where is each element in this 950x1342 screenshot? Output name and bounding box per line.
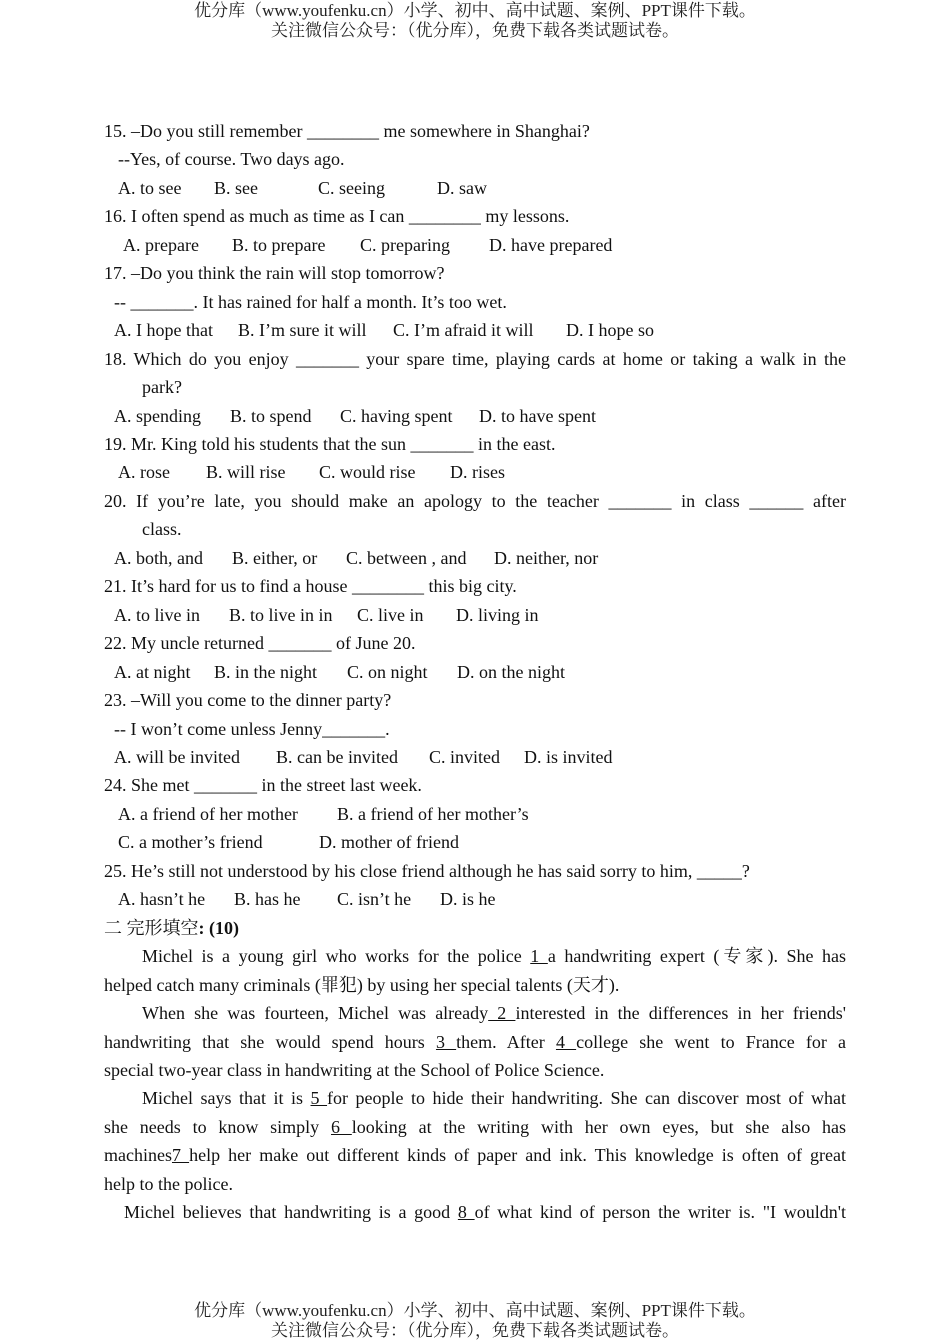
option-b: B. in the night <box>214 661 317 682</box>
option-a: A. at night <box>114 661 191 682</box>
option-d: D. is invited <box>524 746 613 767</box>
question-15-stem: 15. –Do you still remember ________ me somewhere in Shanghai? <box>104 121 590 141</box>
question-24-options-row2 <box>104 828 846 856</box>
question-18-stem-cont: park? <box>142 377 182 398</box>
option-a: A. prepare <box>123 234 199 255</box>
blank-5: 5 <box>310 1088 328 1109</box>
question-23-options <box>104 743 846 771</box>
question-18-stem: 18. Which do you enjoy _______ your spare time, playing cards at home or taking a walk in the <box>104 348 846 369</box>
option-a: A. will be invited <box>114 746 240 767</box>
option-c: C. having spent <box>340 405 453 426</box>
question-20-options <box>104 544 846 572</box>
question-24-stem: 24. She met _______ in the street last week. <box>104 775 422 796</box>
option-b: B. to live in in <box>229 604 333 625</box>
passage-text: for people to hide their handwriting. She can discover most of what <box>327 1088 847 1109</box>
question-15-options <box>104 174 846 202</box>
section-2-title <box>104 914 846 942</box>
question-20-stem: 20. If you’re late, you should make an apology to the teacher _______ in class ______ after <box>104 490 846 511</box>
passage-p4-line1 <box>104 1198 846 1226</box>
passage-text: looking at the writing with her own eyes, but she also has <box>351 1116 847 1137</box>
page-footer <box>0 1301 950 1341</box>
header-line-1: 优分库（www.youfenku.cn）小学、初中、高中试题、案例、PPT课件下载。 <box>194 1 756 20</box>
question-17-stem: 17. –Do you think the rain will stop tomorrow? <box>104 263 445 284</box>
question-23-reply: -- I won’t come unless Jenny_______. <box>114 718 390 739</box>
option-a: A. both, and <box>114 547 203 568</box>
option-b: B. to spend <box>230 405 312 426</box>
option-a: A. I hope that <box>114 320 213 341</box>
passage-text: Michel says that it is <box>142 1088 311 1109</box>
option-d: D. to have spent <box>479 405 596 426</box>
option-c: C. I’m afraid it will <box>393 320 534 341</box>
passage-text: them. After <box>456 1031 556 1052</box>
option-b: B. I’m sure it will <box>238 320 367 341</box>
option-d: D. saw <box>437 177 487 198</box>
option-a: A. to see <box>118 177 182 198</box>
passage-p3-line3 <box>104 1141 846 1169</box>
question-23-stem: 23. –Will you come to the dinner party? <box>104 690 392 711</box>
question-22-options <box>104 658 846 686</box>
passage-text: Michel is a young girl who works for the police <box>142 946 531 967</box>
question-16-stem: 16. I often spend as much as time as I can ________ my lessons. <box>104 206 570 227</box>
passage-text: she needs to know simply <box>104 1116 331 1137</box>
question-19-stem: 19. Mr. King told his students that the sun _______ in the east. <box>104 433 556 454</box>
passage-text: Michel believes that handwriting is a good <box>124 1202 458 1223</box>
blank-3: 3 <box>435 1031 457 1052</box>
passage-p3-line1 <box>104 1084 846 1112</box>
option-d: D. living in <box>456 604 539 625</box>
option-b: B. either, or <box>232 547 318 568</box>
option-b: B. can be invited <box>276 746 398 767</box>
passage-p3-line4: help to the police. <box>104 1173 233 1194</box>
passage-p1-line2: helped catch many criminals (罪犯) by using her special talents (天才). <box>104 974 620 995</box>
passage-text: When she was fourteen, Michel was already <box>142 1003 489 1024</box>
passage-p1-line1 <box>104 942 846 970</box>
footer-line-2: 关注微信公众号：（优分库），免费下载各类试题试卷。 <box>271 1321 679 1340</box>
option-d: D. neither, nor <box>494 547 599 568</box>
option-c: C. a mother’s friend <box>118 832 263 853</box>
blank-4: 4 <box>555 1031 577 1052</box>
option-a: A. rose <box>118 462 170 483</box>
passage-text: help her make out different kinds of paper and ink. This knowledge is often of <box>189 1145 811 1166</box>
exam-content <box>104 117 846 1227</box>
header-line-2: 关注微信公众号：（优分库），免费下载各类试题试卷。 <box>271 21 679 40</box>
page-header <box>0 1 950 41</box>
question-25-options <box>104 885 846 913</box>
passage-text: interested in the differences in her friends' <box>515 1003 847 1024</box>
option-b: B. has he <box>234 889 301 910</box>
option-b: B. will rise <box>206 462 286 483</box>
blank-7: 7 <box>171 1145 190 1166</box>
question-15-reply: --Yes, of course. Two days ago. <box>118 149 345 170</box>
option-c: C. would rise <box>319 462 416 483</box>
blank-1: 1 <box>530 946 548 967</box>
passage-p2-line1 <box>104 999 846 1027</box>
option-c: C. preparing <box>360 234 450 255</box>
option-a: A. hasn’t he <box>118 889 206 910</box>
passage-text: of what kind of person the writer is. "I wouldn't <box>474 1202 847 1223</box>
option-b: B. see <box>214 177 258 198</box>
option-c: C. invited <box>429 746 500 767</box>
footer-line-1: 优分库（www.youfenku.cn）小学、初中、高中试题、案例、PPT课件下载。 <box>194 1301 756 1320</box>
passage-text: machines <box>104 1145 172 1166</box>
passage-text: handwriting that she would spend hours <box>104 1031 436 1052</box>
option-b: B. to prepare <box>232 234 326 255</box>
question-21-stem: 21. It’s hard for us to find a house ________ this big city. <box>104 576 517 597</box>
option-d: D. on the night <box>457 661 565 682</box>
question-18-options <box>104 402 846 430</box>
option-c: C. on night <box>347 661 428 682</box>
blank-8: 8 <box>457 1202 475 1223</box>
section-2-label: 二 完形填空 <box>104 917 199 938</box>
option-c: C. seeing <box>318 177 385 198</box>
question-21-options <box>104 601 846 629</box>
passage-text: college she went to France for a <box>576 1031 847 1052</box>
blank-6: 6 <box>330 1116 352 1137</box>
passage-p3-line2 <box>104 1113 846 1141</box>
question-25-stem: 25. He’s still not understood by his close friend although he has said sorry to him, _____? <box>104 860 750 881</box>
passage-p2-line2 <box>104 1028 846 1056</box>
passage-text: a handwriting expert (专家). She has <box>547 946 847 967</box>
blank-2: 2 <box>488 1003 516 1024</box>
option-d: D. I hope so <box>566 320 654 341</box>
option-c: C. between , and <box>346 547 467 568</box>
option-b: B. a friend of her mother’s <box>337 803 529 824</box>
passage-text: great <box>810 1145 847 1166</box>
question-17-options <box>104 316 846 344</box>
option-d: D. rises <box>450 462 505 483</box>
section-2-score: : (10) <box>198 917 239 938</box>
option-d: D. is he <box>440 889 496 910</box>
question-24-options-row1 <box>104 800 846 828</box>
question-20-stem-cont: class. <box>142 519 182 540</box>
question-16-options <box>104 231 846 259</box>
question-19-options <box>104 458 846 486</box>
option-c: C. isn’t he <box>337 889 412 910</box>
question-22-stem: 22. My uncle returned _______ of June 20. <box>104 633 416 654</box>
option-a: A. a friend of her mother <box>118 803 298 824</box>
option-a: A. to live in <box>114 604 200 625</box>
option-c: C. live in <box>357 604 424 625</box>
option-d: D. have prepared <box>489 234 613 255</box>
question-17-reply: -- _______. It has rained for half a month. It’s too wet. <box>114 291 507 312</box>
option-d: D. mother of friend <box>319 832 459 853</box>
option-a: A. spending <box>114 405 201 426</box>
passage-p2-line3: special two-year class in handwriting at the School of Police Science. <box>104 1059 605 1080</box>
